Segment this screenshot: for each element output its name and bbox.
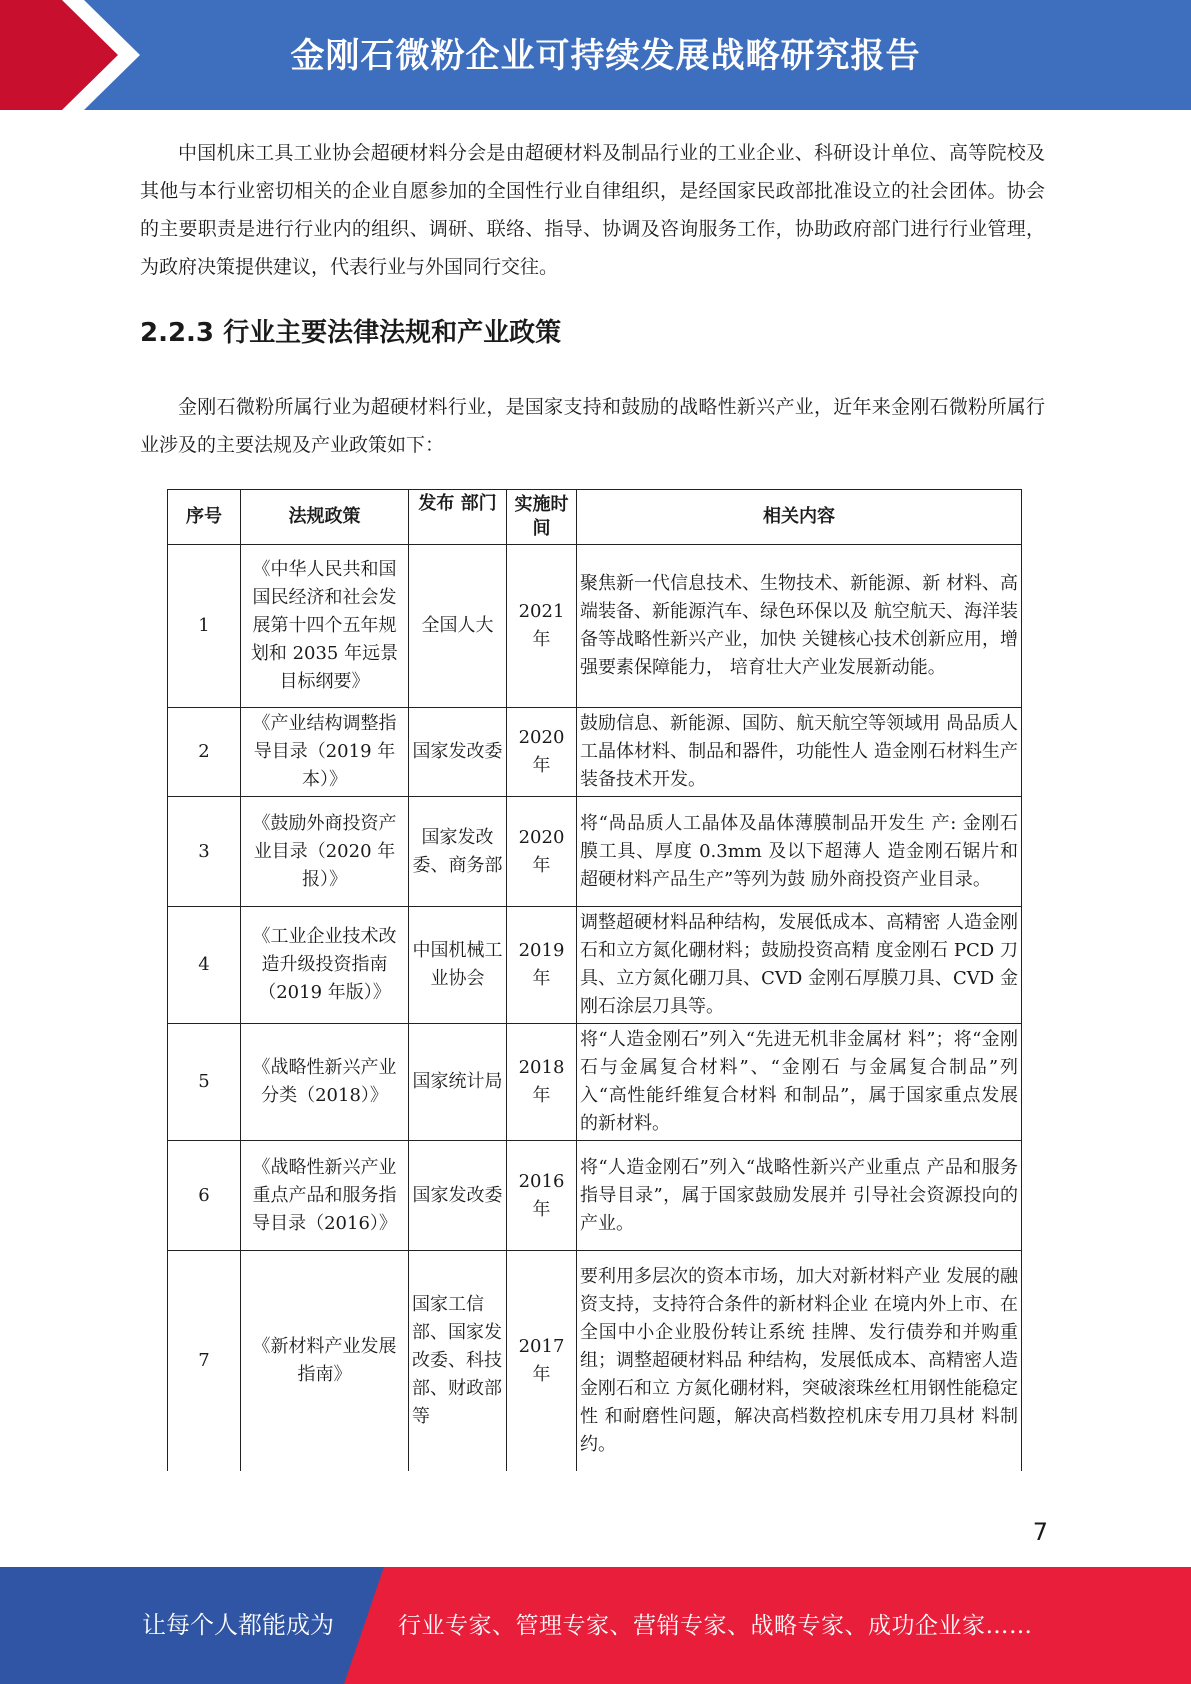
footer-slogan-left: 让每个人都能成为: [142, 1611, 334, 1639]
report-title: 金刚石微粉企业可持续发展战略研究报告: [290, 36, 921, 76]
cell-content: 调整超硬材料品种结构，发展低成本、高精密 人造金刚石和立方氮化硼材料；鼓励投资高精 度金刚石 PCD 刀具、立方氮化硼刀具、CVD 金刚石厚膜刀具、CVD 金刚石涂层刀具等。: [577, 907, 1022, 1024]
cell-year: 2019 年: [507, 907, 577, 1024]
cell-dept: 国家工信部、国家发改委、科技部、财政部等: [409, 1251, 507, 1471]
section-heading: 2.2.3 行业主要法律法规和产业政策: [140, 318, 562, 348]
cell-content: 鼓励信息、新能源、国防、航天航空等领域用 咼品质人工晶体材料、制品和器件，功能性人 造金刚石材料生产装备技术开发。: [577, 708, 1022, 797]
cell-name: 《工业企业技术改造升级投资指南（2019 年版）》: [241, 907, 409, 1024]
cell-year: 2020 年: [507, 797, 577, 907]
cell-name: 《鼓励外商投资产业目录（2020 年报）》: [241, 797, 409, 907]
cell-dept: 国家发改委、商务部: [409, 797, 507, 907]
table-row: [168, 1141, 1022, 1251]
table-row: [168, 797, 1022, 907]
table-row: [168, 1024, 1022, 1141]
cell-content: 要利用多层次的资本市场，加大对新材料产业 发展的融资支持，支持符合条件的新材料企业 在境内外上市、在全国中小企业股份转让系统 挂牌、发行债券和并购重组；调整超硬材料品 种结构，发展低成本、高精密人造金刚石和立 方氮化硼材料，突破滚珠丝杠用钢性能稳定性 和耐磨性问题，解决高档数控机床专用刀具材 料制约。: [577, 1251, 1022, 1471]
cell-content: 将“人造金刚石”列入“先进无机非金属材 料”；将“金刚石与金属复合材料”、“金刚石 与金属复合制品”列入“高性能纤维复合材料 和制品”，属于国家重点发展的新材料。: [577, 1024, 1022, 1141]
cell-no: 1: [168, 545, 241, 708]
cell-no: 6: [168, 1141, 241, 1251]
cell-dept: 国家统计局: [409, 1024, 507, 1141]
page-number: 7: [1032, 1518, 1048, 1546]
cell-no: 4: [168, 907, 241, 1024]
cell-name: 《中华人民共和国国民经济和社会发展第十四个五年规划和 2035 年远景目标纲要》: [241, 545, 409, 708]
table-row: [168, 545, 1022, 708]
header-year: 实施时间: [507, 490, 577, 545]
cell-content: 将“人造金刚石”列入“战略性新兴产业重点 产品和服务指导目录”，属于国家鼓励发展并 引导社会资源投向的产业。: [577, 1141, 1022, 1251]
table-header-row: [168, 490, 1022, 545]
cell-no: 3: [168, 797, 241, 907]
lead-paragraph: 金刚石微粉所属行业为超硬材料行业，是国家支持和鼓励的战略性新兴产业，近年来金刚石微粉所属行业涉及的主要法规及产业政策如下：: [140, 396, 1045, 456]
cell-no: 5: [168, 1024, 241, 1141]
intro-paragraph: 中国机床工具工业协会超硬材料分会是由超硬材料及制品行业的工业企业、科研设计单位、高等院校及其他与本行业密切相关的企业自愿参加的全国性行业自律组织，是经国家民政部批准设立的社会团体。协会的主要职责是进行行业内的组织、调研、联络、指导、协调及咨询服务工作，协助政府部门进行行业管理，为政府决策提供建议，代表行业与外国同行交往。: [140, 142, 1045, 278]
cell-year: 2021 年: [507, 545, 577, 708]
header-no: 序号: [168, 490, 241, 545]
header-name: 法规政策: [241, 490, 409, 545]
cell-name: 《新材料产业发展指南》: [241, 1251, 409, 1471]
cell-content: 将“咼品质人工晶体及晶体薄膜制品开发生 产: 金刚石膜工具、厚度 0.3mm 及以下超薄人 造金刚石锯片和超硬材料产品生产”等列为鼓 励外商投资产业目录。: [577, 797, 1022, 907]
cell-name: 《战略性新兴产业重点产品和服务指导目录（2016）》: [241, 1141, 409, 1251]
table-row: [168, 708, 1022, 797]
cell-year: 2017 年: [507, 1251, 577, 1471]
cell-name: 《产业结构调整指导目录（2019 年本）》: [241, 708, 409, 797]
cell-year: 2020 年: [507, 708, 577, 797]
cell-dept: 国家发改委: [409, 1141, 507, 1251]
footer-slogan-right: 行业专家、管理专家、营销专家、战略专家、成功企业家……: [398, 1613, 1033, 1639]
cell-year: 2016 年: [507, 1141, 577, 1251]
cell-name: 《战略性新兴产业分类（2018）》: [241, 1024, 409, 1141]
header-content: 相关内容: [577, 490, 1022, 545]
table-row: [168, 907, 1022, 1024]
cell-dept: 全国人大: [409, 545, 507, 708]
cell-no: 7: [168, 1251, 241, 1471]
cell-dept: 国家发改委: [409, 708, 507, 797]
policy-table: [167, 489, 1022, 1471]
cell-year: 2018 年: [507, 1024, 577, 1141]
cell-content: 聚焦新一代信息技术、生物技术、新能源、新 材料、高端装备、新能源汽车、绿色环保以及 航空航天、海洋装备等战略性新兴产业，加快 关键核心技术创新应用，增强要素保障能力， 培育壮大产业发展新动能。: [577, 545, 1022, 708]
cell-no: 2: [168, 708, 241, 797]
table-row: [168, 1251, 1022, 1471]
page-header: [0, 0, 1191, 110]
header-dept: 发布 部门: [409, 490, 507, 545]
page-footer: [0, 1567, 1191, 1684]
cell-dept: 中国机械工业协会: [409, 907, 507, 1024]
